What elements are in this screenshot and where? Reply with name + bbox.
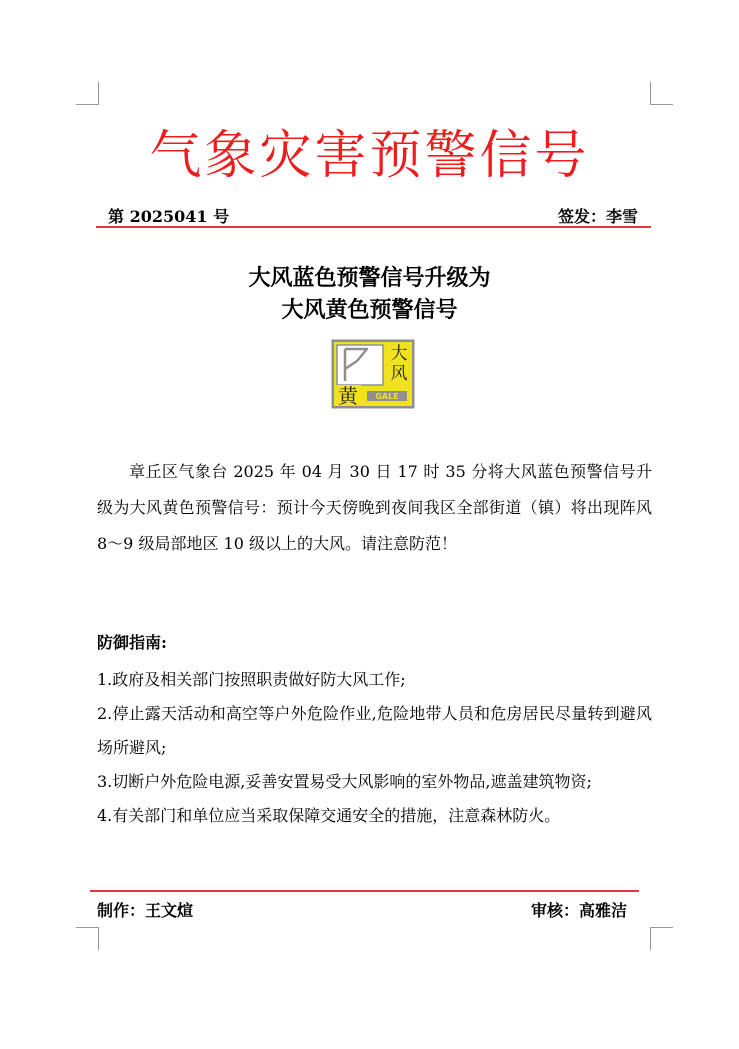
producer: 制作：王文煊 <box>97 901 194 920</box>
signal-char-da: 大 <box>390 344 408 364</box>
document-number: 第 2025041 号 <box>108 207 230 226</box>
guide-list <box>97 663 652 833</box>
header-meta-row <box>108 204 638 226</box>
header-rule <box>96 226 651 228</box>
crop-mark-top-right <box>650 82 673 105</box>
signal-english: GALE <box>375 392 399 401</box>
guide-item: 4.有关部门和单位应当采取保障交通安全的措施，注意森林防火。 <box>97 806 561 825</box>
guide-item: 2.停止露天活动和高空等户外危险作业,危险地带人员和危房居民尽量转到避风场所避风; <box>97 704 652 757</box>
crop-mark-top-left <box>76 82 99 105</box>
body-paragraph: 章丘区气象台 2025 年 04 月 30 日 17 时 35 分将大风蓝色预警信号升级为大风黄色预警信号：预计今天傍晚到夜间我区全部街道（镇）将出现阵风 8～9 级局部地区 10 级以上的大风。请注意防范！ <box>97 462 652 553</box>
headline-line-2: 大风黄色预警信号 <box>281 297 458 323</box>
document-title: 气象灾害预警信号 <box>149 126 590 186</box>
footer-rule <box>90 890 639 892</box>
headline <box>0 262 739 326</box>
crop-mark-bottom-left <box>76 927 99 950</box>
guide-title: 防御指南: <box>97 633 167 652</box>
issuer: 签发：李雪 <box>557 207 638 226</box>
signal-char-huang: 黄 <box>338 384 358 408</box>
guide-item: 1.政府及相关部门按照职责做好防大风工作; <box>97 670 406 689</box>
reviewer: 审核：高雅洁 <box>530 901 627 920</box>
footer-row <box>97 898 627 920</box>
crop-mark-bottom-right <box>650 927 673 950</box>
headline-line-1: 大风蓝色预警信号升级为 <box>248 265 491 291</box>
gale-yellow-signal-icon <box>331 339 415 409</box>
signal-char-feng: 风 <box>390 364 408 384</box>
guide-item: 3.切断户外危险电源,妥善安置易受大风影响的室外物品,遮盖建筑物资; <box>97 772 592 791</box>
